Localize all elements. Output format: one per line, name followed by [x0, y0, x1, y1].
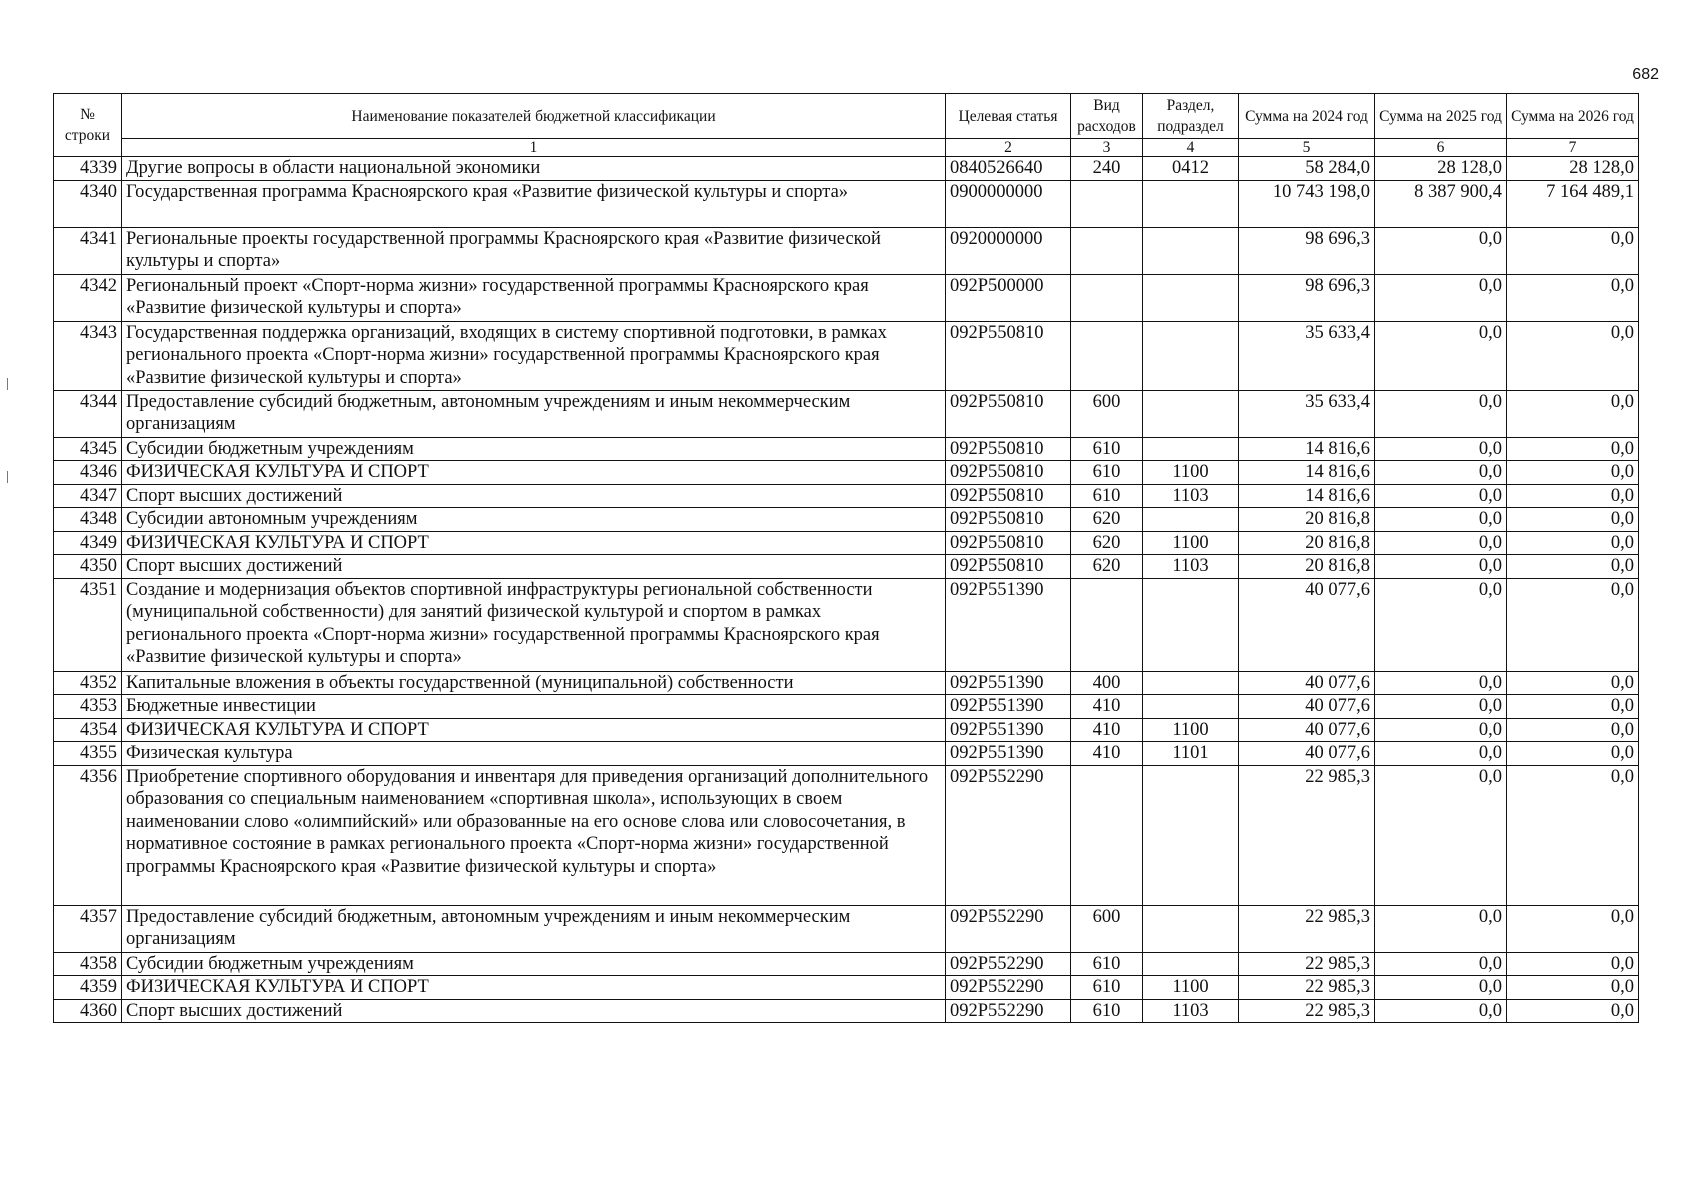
- indicator-name: Создание и модернизация объектов спортивной инфраструктуры региональной собственности (муниципальной собственности) для занятий физической культурой и спортом в рамках регионального проекта «Спорт-норма жизни» государственной программы Красноярского края «Развитие физической культуры и спорта»: [122, 578, 946, 671]
- table-row: [54, 274, 1639, 321]
- sum-2024: 20 816,8: [1239, 508, 1375, 532]
- column-number: 1: [122, 139, 946, 157]
- indicator-name: Спорт высших достижений: [122, 555, 946, 579]
- sum-2025: 0,0: [1375, 531, 1507, 555]
- sum-2024: 14 816,6: [1239, 461, 1375, 485]
- table-row: [54, 671, 1639, 695]
- indicator-name: Государственная поддержка организаций, входящих в систему спортивной подготовки, в рамках регионального проекта «Спорт-норма жизни» государственной программы Красноярского края «Развитие физической культуры и спорта»: [122, 321, 946, 390]
- expense-kind: 600: [1071, 390, 1143, 437]
- sum-2026: 0,0: [1507, 976, 1639, 1000]
- sum-2026: 0,0: [1507, 508, 1639, 532]
- sum-2025: 0,0: [1375, 765, 1507, 905]
- section-subsection: 1100: [1143, 718, 1239, 742]
- row-number: 4356: [54, 765, 122, 905]
- target-article: 0840526640: [946, 157, 1071, 181]
- indicator-name: ФИЗИЧЕСКАЯ КУЛЬТУРА И СПОРТ: [122, 976, 946, 1000]
- section-subsection: [1143, 695, 1239, 719]
- section-subsection: [1143, 227, 1239, 274]
- sum-2026: 0,0: [1507, 461, 1639, 485]
- row-number: 4339: [54, 157, 122, 181]
- sum-2026: 0,0: [1507, 742, 1639, 766]
- sum-2025: 8 387 900,4: [1375, 180, 1507, 227]
- sum-2026: 0,0: [1507, 578, 1639, 671]
- table-row: [54, 321, 1639, 390]
- target-article: 092P550810: [946, 531, 1071, 555]
- table-row: [54, 765, 1639, 905]
- sum-2025: 0,0: [1375, 718, 1507, 742]
- sum-2024: 35 633,4: [1239, 390, 1375, 437]
- sum-2024: 22 985,3: [1239, 765, 1375, 905]
- sum-2025: 0,0: [1375, 695, 1507, 719]
- row-number: 4343: [54, 321, 122, 390]
- row-number: 4360: [54, 999, 122, 1023]
- sum-2026: 0,0: [1507, 484, 1639, 508]
- target-article: 0900000000: [946, 180, 1071, 227]
- sum-2024: 35 633,4: [1239, 321, 1375, 390]
- sum-2026: 0,0: [1507, 695, 1639, 719]
- sum-2026: 0,0: [1507, 765, 1639, 905]
- row-number: 4347: [54, 484, 122, 508]
- section-subsection: 0412: [1143, 157, 1239, 181]
- sum-2024: 22 985,3: [1239, 952, 1375, 976]
- row-number: 4355: [54, 742, 122, 766]
- indicator-name: Субсидии бюджетным учреждениям: [122, 437, 946, 461]
- margin-mark: [7, 378, 8, 390]
- sum-2025: 0,0: [1375, 671, 1507, 695]
- row-number: 4351: [54, 578, 122, 671]
- expense-kind: 610: [1071, 461, 1143, 485]
- table-row: [54, 952, 1639, 976]
- expense-kind: 400: [1071, 671, 1143, 695]
- column-number-row: [54, 139, 1639, 157]
- row-number: 4341: [54, 227, 122, 274]
- sum-2024: 20 816,8: [1239, 531, 1375, 555]
- table-row: [54, 976, 1639, 1000]
- indicator-name: ФИЗИЧЕСКАЯ КУЛЬТУРА И СПОРТ: [122, 718, 946, 742]
- sum-2026: 0,0: [1507, 274, 1639, 321]
- expense-kind: 240: [1071, 157, 1143, 181]
- row-number: 4357: [54, 905, 122, 952]
- expense-kind: [1071, 180, 1143, 227]
- sum-2026: 0,0: [1507, 952, 1639, 976]
- indicator-name: Субсидии бюджетным учреждениям: [122, 952, 946, 976]
- table-row: [54, 999, 1639, 1023]
- section-subsection: [1143, 180, 1239, 227]
- header-kind: Вид расходов: [1071, 94, 1143, 139]
- section-subsection: [1143, 508, 1239, 532]
- sum-2024: 20 816,8: [1239, 555, 1375, 579]
- indicator-name: Приобретение спортивного оборудования и инвентаря для приведения организаций дополнительного образования со специальным наименованием «спортивная школа», использующих в своем наименовании слово «олимпийский» или образованные на его основе слова или словосочетания, в нормативное состояние в рамках регионального проекта «Спорт-норма жизни» государственной программы Красноярского края «Развитие физической культуры и спорта»: [122, 765, 946, 905]
- column-number: 7: [1507, 139, 1639, 157]
- header-section: Раздел, подраздел: [1143, 94, 1239, 139]
- target-article: 092P550810: [946, 508, 1071, 532]
- sum-2026: 0,0: [1507, 321, 1639, 390]
- indicator-name: Капитальные вложения в объекты государственной (муниципальной) собственности: [122, 671, 946, 695]
- row-number: 4353: [54, 695, 122, 719]
- sum-2026: 0,0: [1507, 227, 1639, 274]
- target-article: 092P551390: [946, 742, 1071, 766]
- table-row: [54, 390, 1639, 437]
- sum-2024: 22 985,3: [1239, 976, 1375, 1000]
- table-row: [54, 531, 1639, 555]
- expense-kind: 410: [1071, 718, 1143, 742]
- indicator-name: Региональный проект «Спорт-норма жизни» государственной программы Красноярского края «Развитие физической культуры и спорта»: [122, 274, 946, 321]
- table-row: [54, 742, 1639, 766]
- indicator-name: Спорт высших достижений: [122, 484, 946, 508]
- section-subsection: [1143, 905, 1239, 952]
- sum-2025: 0,0: [1375, 742, 1507, 766]
- expense-kind: 610: [1071, 484, 1143, 508]
- indicator-name: Субсидии автономным учреждениям: [122, 508, 946, 532]
- expense-kind: 610: [1071, 952, 1143, 976]
- expense-kind: 410: [1071, 695, 1143, 719]
- sum-2025: 0,0: [1375, 999, 1507, 1023]
- sum-2024: 40 077,6: [1239, 742, 1375, 766]
- expense-kind: 620: [1071, 508, 1143, 532]
- header-sum-2026: Сумма на 2026 год: [1507, 94, 1639, 139]
- indicator-name: Другие вопросы в области национальной экономики: [122, 157, 946, 181]
- sum-2024: 10 743 198,0: [1239, 180, 1375, 227]
- margin-mark: [7, 471, 8, 483]
- sum-2025: 0,0: [1375, 484, 1507, 508]
- section-subsection: [1143, 578, 1239, 671]
- row-number: 4348: [54, 508, 122, 532]
- page-number: 682: [1632, 66, 1659, 83]
- expense-kind: 600: [1071, 905, 1143, 952]
- indicator-name: Спорт высших достижений: [122, 999, 946, 1023]
- sum-2024: 40 077,6: [1239, 671, 1375, 695]
- sum-2025: 0,0: [1375, 555, 1507, 579]
- target-article: 092P552290: [946, 952, 1071, 976]
- sum-2025: 0,0: [1375, 227, 1507, 274]
- header-target: Целевая статья: [946, 94, 1071, 139]
- sum-2025: 0,0: [1375, 976, 1507, 1000]
- sum-2025: 0,0: [1375, 905, 1507, 952]
- target-article: 092P551390: [946, 578, 1071, 671]
- table-row: [54, 578, 1639, 671]
- sum-2026: 0,0: [1507, 671, 1639, 695]
- sum-2025: 0,0: [1375, 321, 1507, 390]
- expense-kind: 610: [1071, 999, 1143, 1023]
- sum-2026: 0,0: [1507, 531, 1639, 555]
- sum-2026: 0,0: [1507, 555, 1639, 579]
- expense-kind: [1071, 227, 1143, 274]
- target-article: 092P550810: [946, 461, 1071, 485]
- table-row: [54, 461, 1639, 485]
- indicator-name: Бюджетные инвестиции: [122, 695, 946, 719]
- header-name: Наименование показателей бюджетной классификации: [122, 94, 946, 139]
- row-number: 4349: [54, 531, 122, 555]
- target-article: 092P550810: [946, 555, 1071, 579]
- sum-2026: 0,0: [1507, 905, 1639, 952]
- section-subsection: [1143, 274, 1239, 321]
- target-article: 092P550810: [946, 437, 1071, 461]
- sum-2026: 0,0: [1507, 390, 1639, 437]
- table-body: [54, 157, 1639, 1023]
- sum-2024: 22 985,3: [1239, 999, 1375, 1023]
- sum-2024: 98 696,3: [1239, 227, 1375, 274]
- sum-2024: 14 816,6: [1239, 437, 1375, 461]
- expense-kind: 610: [1071, 976, 1143, 1000]
- expense-kind: [1071, 578, 1143, 671]
- budget-table: [53, 93, 1639, 1023]
- target-article: 092P550810: [946, 484, 1071, 508]
- section-subsection: 1103: [1143, 999, 1239, 1023]
- header-sum-2025: Сумма на 2025 год: [1375, 94, 1507, 139]
- section-subsection: [1143, 765, 1239, 905]
- sum-2025: 0,0: [1375, 390, 1507, 437]
- column-number: 3: [1071, 139, 1143, 157]
- table-row: [54, 718, 1639, 742]
- sum-2024: 14 816,6: [1239, 484, 1375, 508]
- row-number: 4346: [54, 461, 122, 485]
- row-number: 4359: [54, 976, 122, 1000]
- target-article: 092P550810: [946, 390, 1071, 437]
- target-article: 0920000000: [946, 227, 1071, 274]
- section-subsection: 1101: [1143, 742, 1239, 766]
- expense-kind: 610: [1071, 437, 1143, 461]
- target-article: 092P552290: [946, 765, 1071, 905]
- sum-2024: 98 696,3: [1239, 274, 1375, 321]
- section-subsection: 1103: [1143, 555, 1239, 579]
- row-number: 4350: [54, 555, 122, 579]
- sum-2026: 7 164 489,1: [1507, 180, 1639, 227]
- sum-2026: 0,0: [1507, 999, 1639, 1023]
- column-number: 5: [1239, 139, 1375, 157]
- table-row: [54, 484, 1639, 508]
- row-number: 4340: [54, 180, 122, 227]
- target-article: 092P552290: [946, 999, 1071, 1023]
- sum-2024: 40 077,6: [1239, 695, 1375, 719]
- section-subsection: 1100: [1143, 976, 1239, 1000]
- section-subsection: [1143, 437, 1239, 461]
- indicator-name: ФИЗИЧЕСКАЯ КУЛЬТУРА И СПОРТ: [122, 531, 946, 555]
- row-number: 4342: [54, 274, 122, 321]
- row-number: 4345: [54, 437, 122, 461]
- indicator-name: Физическая культура: [122, 742, 946, 766]
- indicator-name: Предоставление субсидий бюджетным, автономным учреждениям и иным некоммерческим организациям: [122, 390, 946, 437]
- target-article: 092P550810: [946, 321, 1071, 390]
- row-number: 4358: [54, 952, 122, 976]
- section-subsection: [1143, 321, 1239, 390]
- table-row: [54, 227, 1639, 274]
- expense-kind: [1071, 274, 1143, 321]
- table-row: [54, 157, 1639, 181]
- header-row-no: № строки: [54, 94, 122, 157]
- section-subsection: 1100: [1143, 461, 1239, 485]
- sum-2025: 0,0: [1375, 508, 1507, 532]
- sum-2024: 40 077,6: [1239, 578, 1375, 671]
- table-header: [54, 94, 1639, 157]
- sum-2024: 22 985,3: [1239, 905, 1375, 952]
- section-subsection: [1143, 952, 1239, 976]
- column-number: 6: [1375, 139, 1507, 157]
- target-article: 092P551390: [946, 718, 1071, 742]
- section-subsection: 1100: [1143, 531, 1239, 555]
- sum-2025: 0,0: [1375, 952, 1507, 976]
- target-article: 092P552290: [946, 905, 1071, 952]
- table-row: [54, 180, 1639, 227]
- sum-2026: 0,0: [1507, 437, 1639, 461]
- sum-2024: 40 077,6: [1239, 718, 1375, 742]
- section-subsection: 1103: [1143, 484, 1239, 508]
- table-row: [54, 695, 1639, 719]
- expense-kind: [1071, 765, 1143, 905]
- expense-kind: 410: [1071, 742, 1143, 766]
- sum-2025: 28 128,0: [1375, 157, 1507, 181]
- indicator-name: Региональные проекты государственной программы Красноярского края «Развитие физической культуры и спорта»: [122, 227, 946, 274]
- sum-2025: 0,0: [1375, 461, 1507, 485]
- sum-2025: 0,0: [1375, 274, 1507, 321]
- row-number: 4344: [54, 390, 122, 437]
- row-number: 4352: [54, 671, 122, 695]
- sum-2025: 0,0: [1375, 437, 1507, 461]
- section-subsection: [1143, 390, 1239, 437]
- header-sum-2024: Сумма на 2024 год: [1239, 94, 1375, 139]
- target-article: 092P551390: [946, 671, 1071, 695]
- sum-2026: 28 128,0: [1507, 157, 1639, 181]
- header-row: [54, 94, 1639, 139]
- column-number: 4: [1143, 139, 1239, 157]
- expense-kind: 620: [1071, 555, 1143, 579]
- table-row: [54, 905, 1639, 952]
- table-row: [54, 555, 1639, 579]
- target-article: 092P500000: [946, 274, 1071, 321]
- indicator-name: Предоставление субсидий бюджетным, автономным учреждениям и иным некоммерческим организациям: [122, 905, 946, 952]
- sum-2024: 58 284,0: [1239, 157, 1375, 181]
- target-article: 092P551390: [946, 695, 1071, 719]
- table-row: [54, 437, 1639, 461]
- row-number: 4354: [54, 718, 122, 742]
- sum-2026: 0,0: [1507, 718, 1639, 742]
- table-row: [54, 508, 1639, 532]
- sum-2025: 0,0: [1375, 578, 1507, 671]
- expense-kind: [1071, 321, 1143, 390]
- expense-kind: 620: [1071, 531, 1143, 555]
- indicator-name: ФИЗИЧЕСКАЯ КУЛЬТУРА И СПОРТ: [122, 461, 946, 485]
- section-subsection: [1143, 671, 1239, 695]
- indicator-name: Государственная программа Красноярского края «Развитие физической культуры и спорта»: [122, 180, 946, 227]
- column-number: 2: [946, 139, 1071, 157]
- target-article: 092P552290: [946, 976, 1071, 1000]
